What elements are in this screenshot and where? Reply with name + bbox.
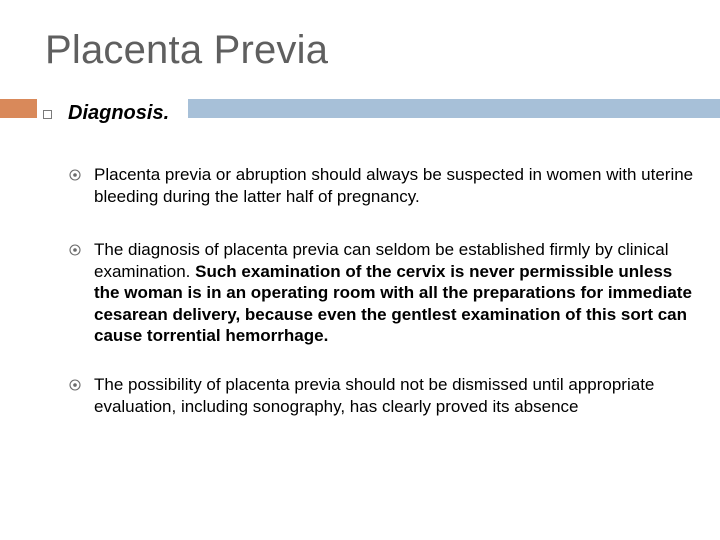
list-item-text: The possibility of placenta previa should not be dismissed until appropriate evaluation, including sonography, has clearly proved its absence [94, 375, 655, 416]
circled-dot-icon [68, 243, 82, 257]
accent-bar-orange [0, 99, 37, 118]
list-item [94, 239, 694, 347]
list-item-bold-text: Such examination of the cervix is never permissible unless the woman is in an operating room with all the preparations for immediate cesarean delivery, because even the gentlest examination of this sort can cause torrential hemorrhage. [94, 261, 692, 345]
circled-dot-icon [68, 168, 82, 182]
list-item [94, 374, 694, 417]
square-bullet-icon [43, 110, 52, 119]
list-item-text: The diagnosis of placenta previa can seldom be established firmly by clinical examination. [94, 240, 669, 281]
accent-bar-blue [188, 99, 720, 118]
list-item [94, 164, 694, 207]
section-heading: Diagnosis. [68, 102, 170, 124]
slide-title: Placenta Previa [45, 28, 329, 72]
circled-dot-icon [68, 378, 82, 392]
list-item-text: Placenta previa or abruption should always be suspected in women with uterine bleeding during the latter half of pregnancy. [94, 165, 694, 206]
